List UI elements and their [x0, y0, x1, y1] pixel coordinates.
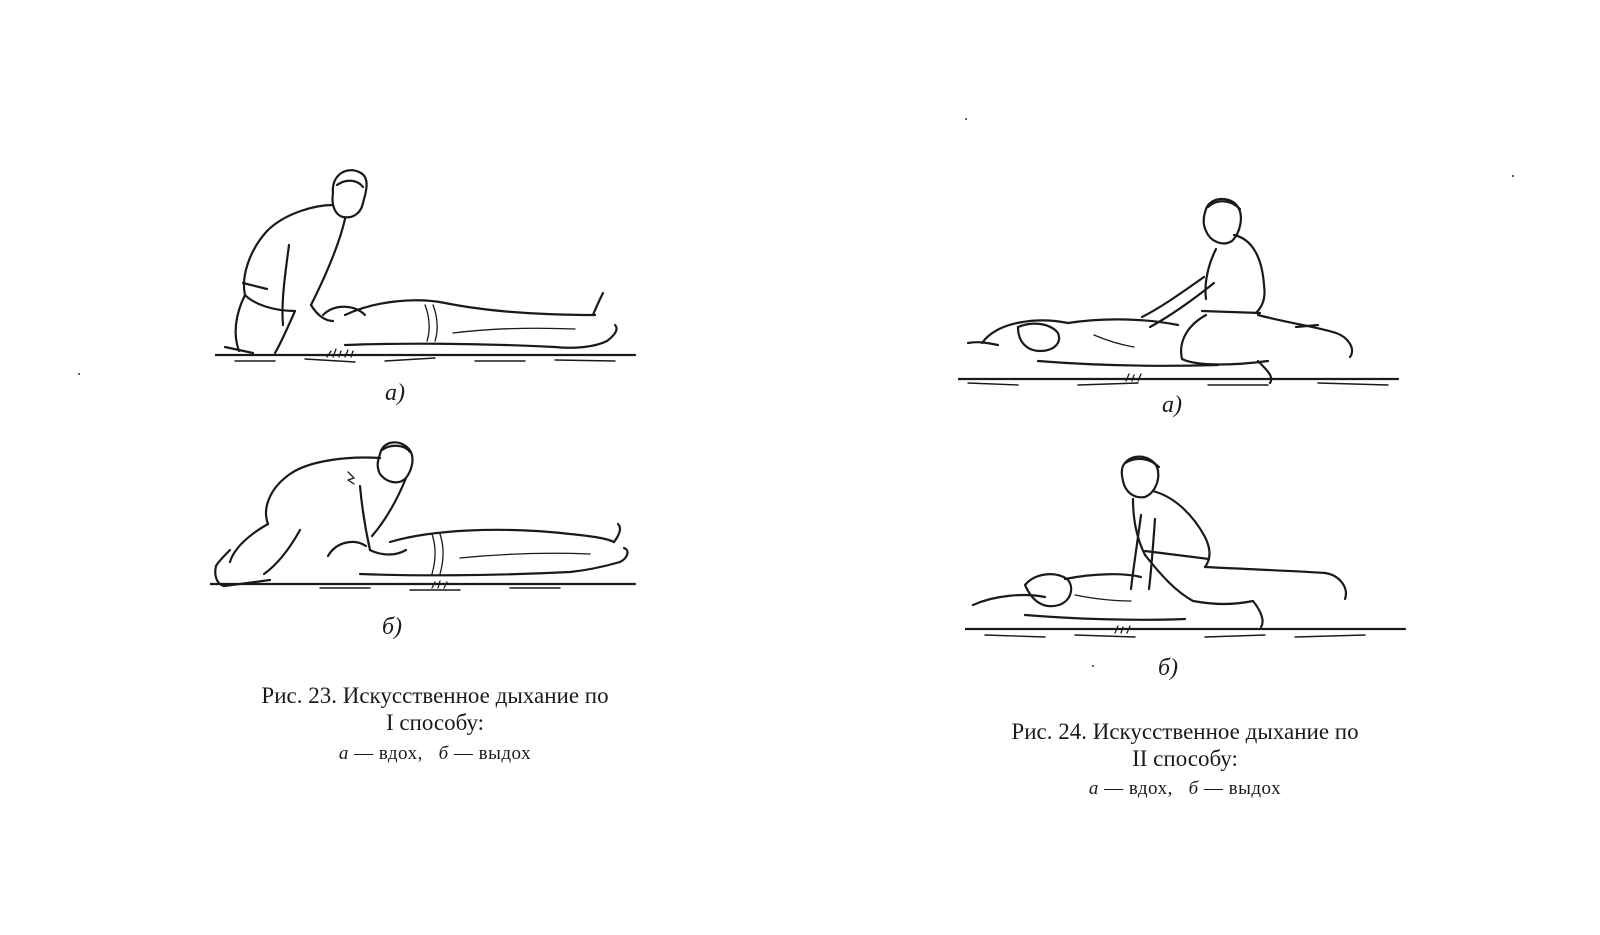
sublabel-24a: а) — [1162, 392, 1182, 418]
scan-speck — [78, 373, 80, 375]
figure-23-legend — [215, 743, 655, 765]
scan-speck — [1512, 175, 1514, 177]
sublabel-23a: а) — [385, 380, 405, 406]
legend-letter-b: б — [1188, 778, 1199, 799]
illustration-23a — [215, 165, 655, 380]
legend-text-a: — вдох, — [354, 743, 423, 764]
scan-speck — [1092, 665, 1094, 667]
sublabel-23b: б) — [381, 614, 403, 640]
legend-text-b: — выдох — [1203, 778, 1282, 799]
legend-letter-a: а — [338, 743, 349, 764]
illustration-24a — [958, 195, 1413, 395]
legend-text-b: — выдох — [453, 743, 532, 764]
legend-letter-b: б — [438, 743, 449, 764]
figure-24-legend — [955, 778, 1415, 800]
figure-23-caption: Рис. 23. Искусственное дыхание по I способу: — [261, 683, 609, 735]
scan-speck — [965, 118, 967, 120]
illustration-23b — [210, 438, 650, 598]
legend-letter-a: а — [1088, 778, 1099, 799]
figure-24-caption: Рис. 24. Искусственное дыхание по II способу: — [1011, 719, 1359, 771]
illustration-24b — [965, 455, 1410, 655]
legend-text-a: — вдох, — [1104, 778, 1173, 799]
sublabel-24b: б) — [1157, 655, 1179, 681]
